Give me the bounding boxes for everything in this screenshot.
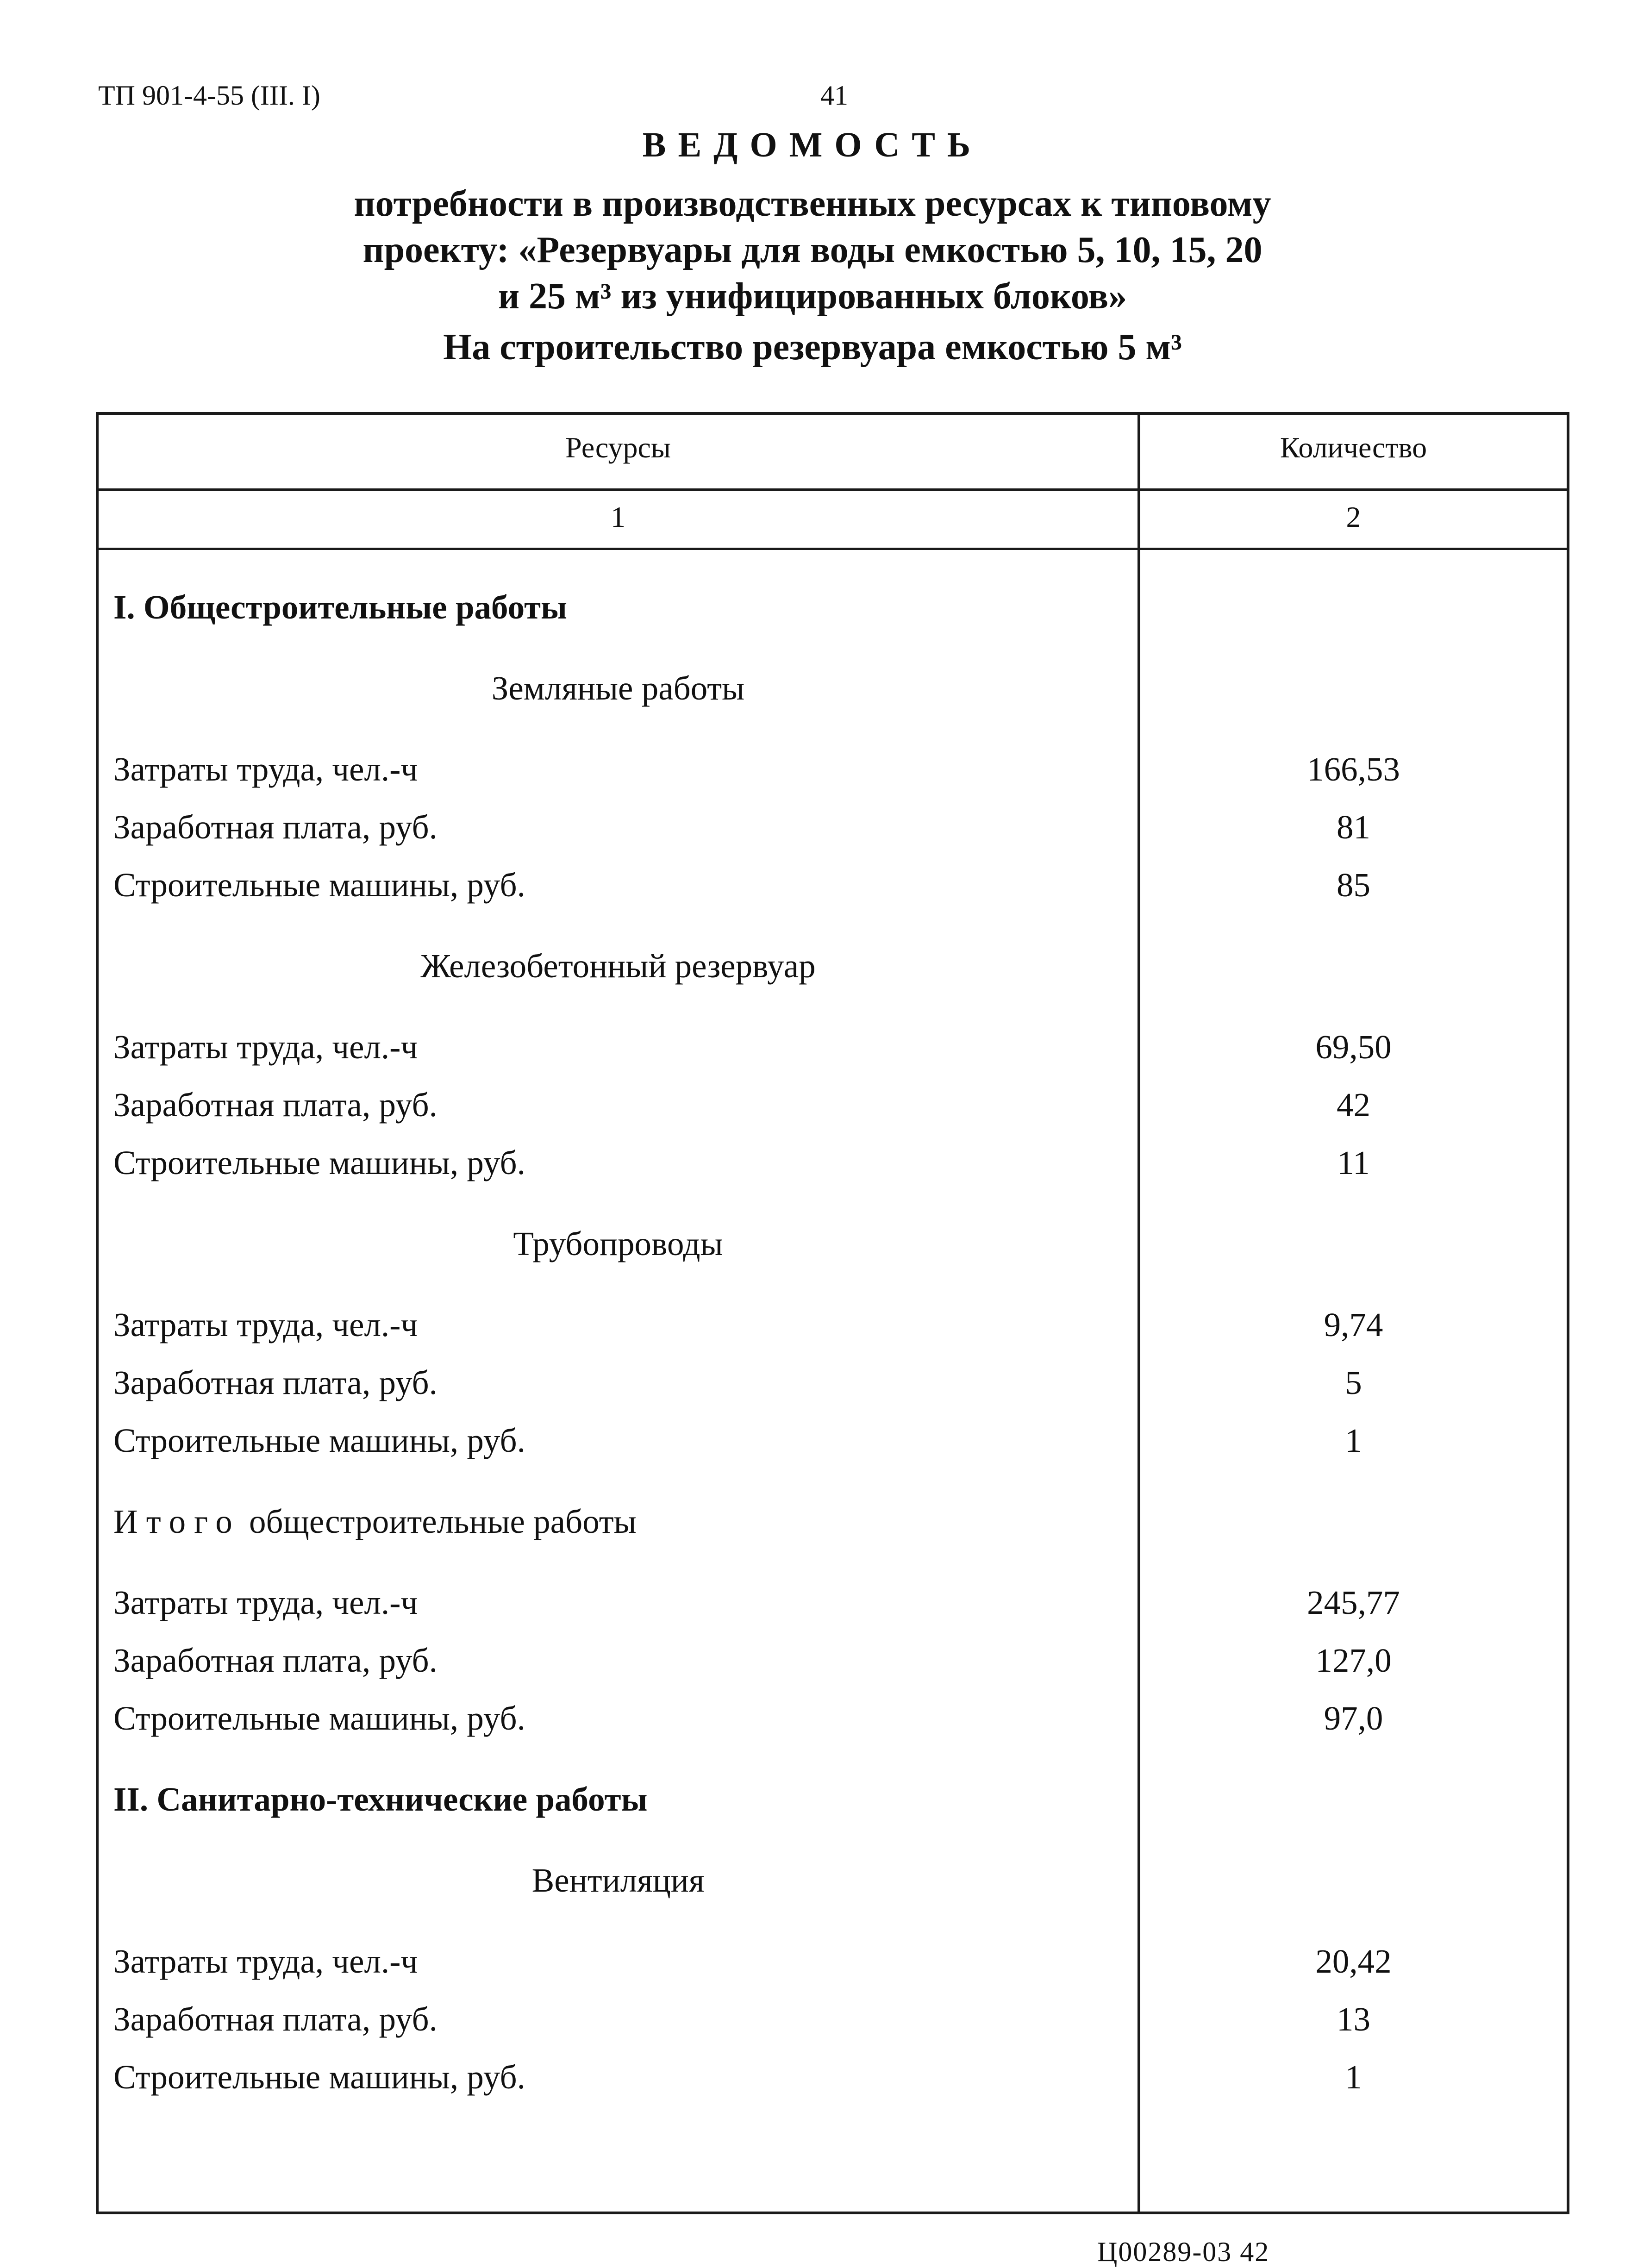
row-label: Затраты труда, чел.-ч: [113, 1584, 418, 1621]
table-row: [0, 1641, 1625, 1697]
table-row: [0, 1421, 1625, 1477]
row-label: Строительные машины, руб.: [113, 2058, 525, 2096]
row-value: 5: [1345, 1364, 1362, 1401]
row-label: Заработная плата, руб.: [113, 808, 438, 846]
row-label: Затраты труда, чел.-ч: [113, 1028, 418, 1066]
table-row: [0, 2000, 1625, 2056]
document-code: ТП 901-4-55 (III. I): [98, 80, 320, 111]
table-row: [0, 808, 1625, 863]
row-value: 1: [1345, 1422, 1362, 1459]
row-value: 1: [1345, 2058, 1362, 2096]
row-value: 11: [1337, 1144, 1370, 1181]
table-row: [0, 1086, 1625, 1141]
table-row: [0, 1699, 1625, 1755]
row-value: 97,0: [1324, 1699, 1383, 1737]
row-label: [113, 1502, 637, 1541]
row-value: 81: [1337, 808, 1370, 846]
row-label: Затраты труда, чел.-ч: [113, 1306, 418, 1343]
total-label: общестроительные работы: [249, 1503, 637, 1540]
row-label: I. Общестроительные работы: [113, 588, 567, 626]
table-row: [0, 1583, 1625, 1639]
table-row: [0, 1363, 1625, 1419]
table-row: [0, 1143, 1625, 1199]
document-heading: ВЕДОМОСТЬ: [642, 125, 983, 164]
title-line-2: проекту: «Резервуары для воды емкостью 5, 10, 15, 20: [362, 230, 1262, 270]
row-label: Затраты труда, чел.-ч: [113, 750, 418, 788]
row-label: Заработная плата, руб.: [113, 1364, 438, 1401]
table-row: [0, 866, 1625, 921]
row-label: Заработная плата, руб.: [113, 2000, 438, 2038]
table-row: [0, 2058, 1625, 2113]
row-label: Трубопроводы: [513, 1225, 723, 1262]
row-value: 69,50: [1315, 1028, 1392, 1066]
table-row: [0, 669, 1625, 725]
row-value: 20,42: [1315, 1943, 1392, 1980]
title-line-1: потребности в производственных ресурсах к типовому: [354, 183, 1271, 224]
row-value: 127,0: [1315, 1642, 1392, 1679]
row-label: Строительные машины, руб.: [113, 1422, 525, 1459]
row-label: Заработная плата, руб.: [113, 1642, 438, 1679]
row-label: Строительные машины, руб.: [113, 866, 525, 904]
row-value: 85: [1337, 866, 1370, 904]
table-row: [0, 588, 1625, 644]
row-value: 9,74: [1324, 1306, 1383, 1343]
table-row: [0, 1861, 1625, 1917]
page-number: 41: [820, 80, 848, 111]
row-value: 42: [1337, 1086, 1370, 1124]
title-line-4: На строительство резервуара емкостью 5 м³: [443, 327, 1182, 368]
column-header-resources: Ресурсы: [565, 431, 671, 464]
column-header-quantity: Количество: [1280, 431, 1427, 464]
row-label: Заработная плата, руб.: [113, 1086, 438, 1124]
table-row: [0, 1028, 1625, 1083]
table-row: [0, 1502, 1625, 1558]
row-label: Железобетонный резервуар: [420, 947, 816, 985]
table-row: [0, 1942, 1625, 1998]
row-label: Строительные машины, руб.: [113, 1144, 525, 1181]
table-row: [0, 947, 1625, 1002]
table-row: [0, 1780, 1625, 1836]
row-label: Затраты труда, чел.-ч: [113, 1943, 418, 1980]
row-label: Строительные машины, руб.: [113, 1699, 525, 1737]
total-word: Итого: [113, 1503, 241, 1540]
table-row: [0, 750, 1625, 806]
row-value: 13: [1337, 2000, 1370, 2038]
row-value: 166,53: [1307, 750, 1400, 788]
row-value: 245,77: [1307, 1584, 1400, 1621]
column-number-2: 2: [1346, 500, 1361, 533]
row-label: Вентиляция: [531, 1862, 705, 1899]
row-label: Земляные работы: [491, 669, 745, 707]
table-row: [0, 1225, 1625, 1280]
table-row: [0, 1306, 1625, 1361]
column-number-1: 1: [611, 500, 625, 533]
title-line-3: и 25 м³ из унифицированных блоков»: [498, 276, 1127, 317]
row-label: II. Санитарно-технические работы: [113, 1781, 648, 1818]
footer-code: Ц00289-03 42: [1097, 2237, 1270, 2267]
